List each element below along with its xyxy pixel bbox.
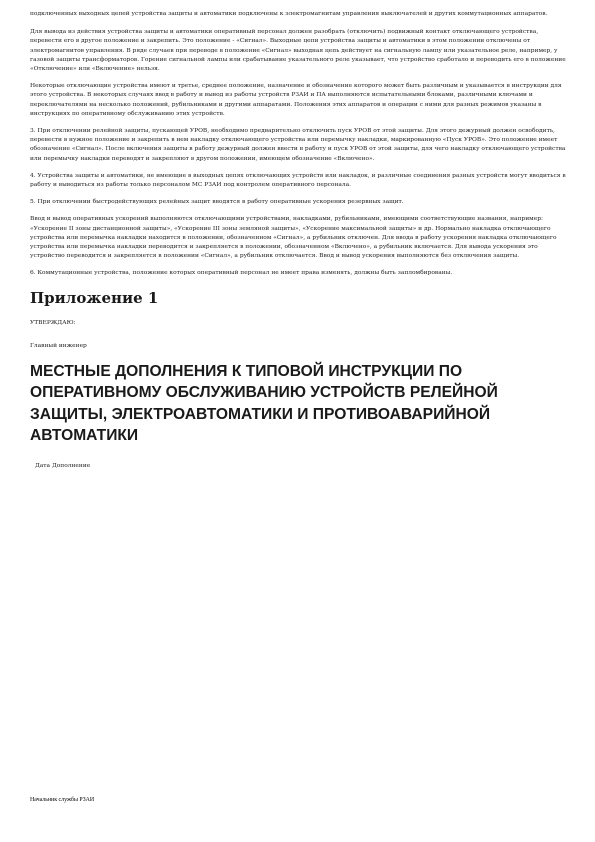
paragraph-item-5: 5. При отключении быстродействующих релейных защит вводятся в работу оперативные ускорения резервных защит. — [30, 199, 404, 206]
paragraph-item-3-urov: 3. При отключении релейной защиты, пускающей УРОВ, необходимо предварительно отключить пуск УРОВ от этой защиты. Для этого дежурный должен освободить, перевести в нужное положение и закрепить в нем накладку отключающего устройства или перемычку накладки, маркированную «Пуск УРОВ». Это положение имеет обозначение «Сигнал». После включения защиты в работу дежурный должен ввести в работу и пуск УРОВ от этой защиты, для чего накладку отключающего устройства или перемычку накладки переводят и закрепляют в другом положении, имеющем обозначение «Включено». — [30, 128, 566, 162]
document-title: МЕСТНЫЕ ДОПОЛНЕНИЯ К ТИПОВОЙ ИНСТРУКЦИИ ПО ОПЕРАТИВНОМУ ОБСЛУЖИВАНИЮ УСТРОЙСТВ РЕЛЕЙНОЙ ЗАЩИТЫ, ЭЛЕКТРОАВТОМАТИКИ И ПРОТИВОАВАРИЙНОЙ АВТОМАТИКИ — [30, 362, 498, 445]
paragraph-item-6: 6. Коммутационные устройства, положение которых оперативный персонал не имеет права изменять, должны быть запломбированы. — [30, 270, 453, 277]
signature-label: Начальник службы РЗАИ — [30, 797, 95, 803]
paragraph-signal-position: Для вывода из действия устройства защиты и автоматики оперативный персонал должен разобрать (отключить) подвижный контакт отключающего устройства, перевести его в другое положение и закрепить. Это положение - «Сигнал». Выходные цепи устройства защиты и автоматики в этом положении отключены от электромагнитов управления. В ряде случаев при переводе в положение «Сигнал» выходная цепь действует на сигнальную лампу или указательное реле, например, у газовой защиты трансформаторов. Горение сигнальной лампы или срабатывание указательного реле указывает, что устройство сработало и переводить его в положение «Отключение» или «Включение» нельзя. — [30, 29, 566, 73]
approval-label: УТВЕРЖДАЮ: — [30, 319, 76, 326]
chief-engineer-label: Главный инженер — [30, 342, 87, 349]
appendix-heading: Приложение 1 — [30, 288, 159, 307]
paragraph-accelerations: Ввод и вывод оперативных ускорений выполняются отключающими устройствами, накладками, рубильниками, имеющими соответствующие названия, например: «Ускорение II зоны дистанционной защиты», «Ускорение III зоны земляной защиты», «Ускорение максимальной защиты» и др. Нормально накладка отключающего устройства или перемычка накладки находится в положении, обозначенном «Сигнал», а рубильник отключен. Для ввода в работу ускорения накладка отключающего устройства или перемычка накладки переводится и закрепляется в положении, обозначенном «Включено», а рубильник включается. Для вывода ускорения это устройство переводится и закрепляется в положении «Сигнал», а рубильник отключается. Ввод и вывод ускорения выполняются без отключения защиты. — [30, 216, 557, 260]
paragraph-intro: подключенных выходных цепей устройства защиты и автоматики подключены к электромагнитам управления выключателей и других коммутационных аппаратов. — [30, 11, 548, 17]
paragraph-third-position: Некоторые отключающие устройства имеют и третье, среднее положение, назначение и обозначение которого может быть различным и указывается в инструкции для этого устройства. В некоторых случаях ввод в работу и вывод из работы устройств РЗАИ и ПА выполняются испытательными блоками, различными ключами и переключателями на несколько положений, рубильниками и другими аппаратами. Положения этих аппаратов и операции с ними для разных режимов указаны в инструкциях по оперативному обслуживанию этих устройств. — [30, 83, 562, 117]
table-columns-label: Дата Дополнение — [35, 462, 91, 469]
paragraph-item-4: 4. Устройства защиты и автоматики, не имеющие в выходных цепях отключающих устройств или накладок, и различные соединения разных устройств могут вводиться в работу и выводиться из работы только персоналом МС РЗАИ под контролем оперативного персонала. — [30, 172, 566, 189]
